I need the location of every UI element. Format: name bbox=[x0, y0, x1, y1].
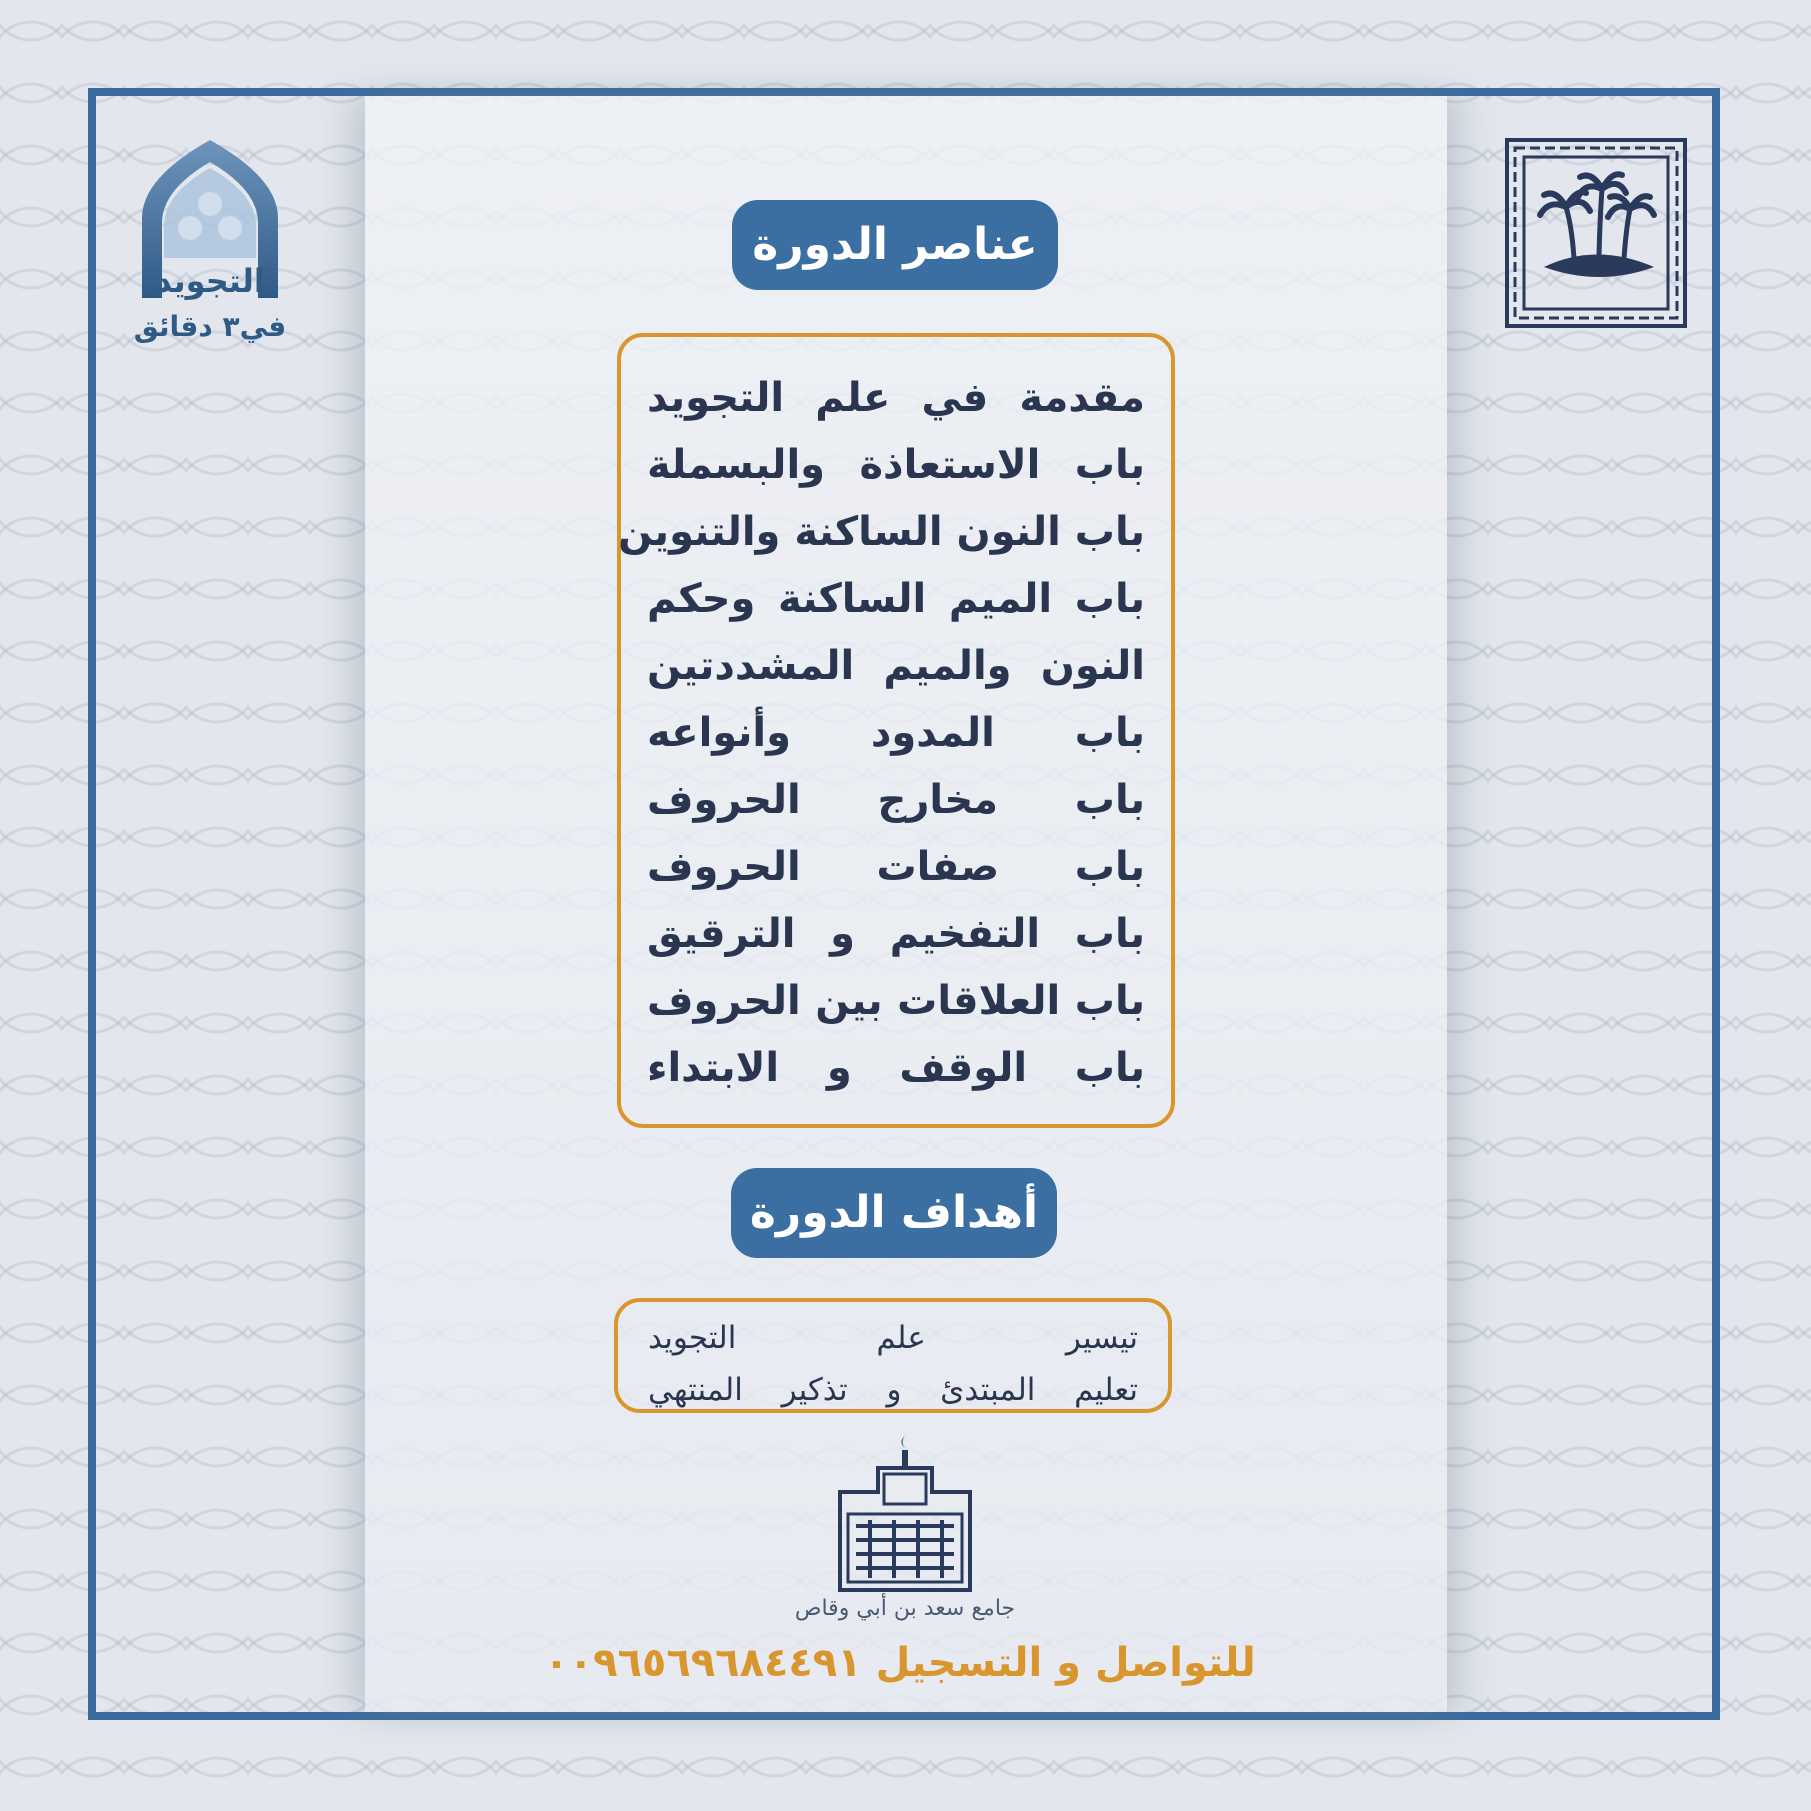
course-elements-box bbox=[617, 333, 1175, 1128]
list-item: باب صفات الحروف bbox=[647, 844, 1145, 890]
mosque-logo-icon bbox=[838, 1432, 972, 1592]
list-item: باب الاستعاذة والبسملة bbox=[647, 442, 1145, 488]
goal-line: تيسير علم التجويد bbox=[648, 1320, 1138, 1356]
course-elements-heading: عناصر الدورة bbox=[732, 200, 1058, 290]
contact-label: للتواصل و التسجيل bbox=[875, 1640, 1256, 1686]
list-item: النون والميم المشددتين bbox=[647, 643, 1145, 689]
list-item: باب الميم الساكنة وحكم bbox=[647, 576, 1145, 622]
list-item: باب التفخيم و الترقيق bbox=[647, 911, 1145, 957]
contact-line bbox=[500, 1640, 1300, 1686]
contact-phone[interactable]: ٠٠٩٦٥٦٩٦٨٤٤٩١ bbox=[544, 1640, 862, 1686]
palm-island-icon bbox=[1504, 137, 1688, 329]
mosque-dome-icon bbox=[120, 138, 300, 338]
course-elements-list bbox=[618, 337, 1171, 1102]
goal-line: تعليم المبتدئ و تذكير المنتهي bbox=[648, 1372, 1138, 1408]
list-item: باب مخارج الحروف bbox=[647, 777, 1145, 823]
list-item: باب المدود وأنواعه bbox=[647, 710, 1145, 756]
logo-subtitle: في٣ دقائق bbox=[133, 310, 287, 343]
mosque-caption: جامع سعد بن أبي وقاص bbox=[794, 1596, 1016, 1621]
list-item: باب العلاقات بين الحروف bbox=[647, 978, 1145, 1024]
list-item: مقدمة في علم التجويد bbox=[647, 375, 1145, 421]
list-item: باب النون الساكنة والتنوين bbox=[618, 509, 1145, 555]
course-goals-box bbox=[614, 1298, 1172, 1413]
course-goals-heading: أهداف الدورة bbox=[731, 1168, 1057, 1258]
list-item: باب الوقف و الابتداء bbox=[647, 1045, 1145, 1091]
logo-title: التجويد bbox=[155, 262, 265, 300]
